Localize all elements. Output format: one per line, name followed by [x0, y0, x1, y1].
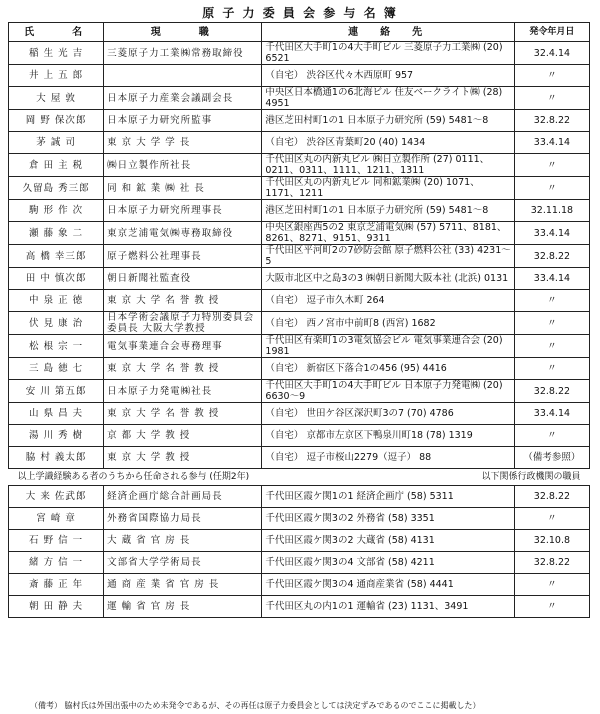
cell-name: 井 上 五 郎 [9, 65, 104, 87]
cell-name: 緒 方 信 一 [9, 552, 104, 574]
table-row [9, 200, 590, 222]
cell-contact: 千代田区丸の内新丸ビル ㈱日立製作所 (27) 0111、0211、0311、1111、1211、1311 [262, 154, 514, 177]
cell-position: 大 蔵 省 官 房 長 [104, 530, 262, 552]
section-note-row [9, 469, 590, 486]
cell-name: 中 泉 正 徳 [9, 290, 104, 312]
cell-name: 大 来 佐武郎 [9, 486, 104, 508]
cell-position: 運 輸 省 官 房 長 [104, 596, 262, 618]
cell-date: 〃 [514, 335, 589, 358]
cell-position: 東 京 大 学 名 誉 教 授 [104, 403, 262, 425]
cell-date: 〃 [514, 177, 589, 200]
cell-name: 三 島 徳 七 [9, 358, 104, 380]
cell-date: 33.4.14 [514, 403, 589, 425]
cell-date: 32.11.18 [514, 200, 589, 222]
cell-name: 稲 生 光 吉 [9, 42, 104, 65]
cell-contact: 千代田区丸の内1の1 運輸省 (23) 1131、3491 [262, 596, 514, 618]
cell-name: 脇 村 義太郎 [9, 447, 104, 469]
cell-date: 〃 [514, 574, 589, 596]
cell-position: 原子燃料公社理事長 [104, 245, 262, 268]
cell-position: 経済企画庁総合計画局長 [104, 486, 262, 508]
table-row [9, 425, 590, 447]
cell-date: 32.8.22 [514, 380, 589, 403]
footnote: （備考） 脇村氏は外国出張中のため未発令であるが、その再任は原子力委員会としては決定ずみであるのでここに掲載した） [30, 701, 481, 710]
header-name: 氏 名 [9, 23, 104, 42]
table-row [9, 358, 590, 380]
cell-position: 三菱原子力工業㈱常務取締役 [104, 42, 262, 65]
cell-name: 大 屋 敦 [9, 87, 104, 110]
cell-date: 32.8.22 [514, 245, 589, 268]
cell-contact: 千代田区霞ケ関3の4 文部省 (58) 4211 [262, 552, 514, 574]
cell-contact: 千代田区大手町1の4大手町ビル 日本原子力発電㈱ (20) 6630～9 [262, 380, 514, 403]
header-contact: 連 絡 先 [262, 23, 514, 42]
cell-date: 〃 [514, 290, 589, 312]
cell-position [104, 65, 262, 87]
cell-contact: 千代田区霞ケ関1の1 経済企画庁 (58) 5311 [262, 486, 514, 508]
cell-contact: （自宅） 西ノ宮市中前町8 (西宮) 1682 [262, 312, 514, 335]
cell-contact: （自宅） 京都市左京区下鴨泉川町18 (78) 1319 [262, 425, 514, 447]
cell-contact: 港区芝田村町1の1 日本原子力研究所 (59) 5481～8 [262, 110, 514, 132]
table-row [9, 222, 590, 245]
cell-contact: （自宅） 逗子市桜山2279（逗子） 88 [262, 447, 514, 469]
table-row [9, 552, 590, 574]
cell-date: 32.8.22 [514, 486, 589, 508]
cell-position: 東京芝浦電気㈱専務取締役 [104, 222, 262, 245]
table-row [9, 132, 590, 154]
cell-contact: 中央区日本橋通1の6北海ビル 住友ベークライト㈱ (28) 4951 [262, 87, 514, 110]
cell-date: 〃 [514, 312, 589, 335]
cell-position: 日本原子力産業会議副会長 [104, 87, 262, 110]
header-date: 発令年月日 [514, 23, 589, 42]
cell-position: 東 京 大 学 教 授 [104, 447, 262, 469]
cell-position: ㈱日立製作所社長 [104, 154, 262, 177]
cell-name: 伏 見 康 治 [9, 312, 104, 335]
table-row [9, 245, 590, 268]
cell-date: 〃 [514, 87, 589, 110]
cell-position: 外務省国際協力局長 [104, 508, 262, 530]
cell-contact: 千代田区丸の内新丸ビル 同和鉱業㈱ (20) 1071、1171、1211 [262, 177, 514, 200]
table-row [9, 65, 590, 87]
cell-name: 久留島 秀三郎 [9, 177, 104, 200]
table-row [9, 530, 590, 552]
cell-date: 32.8.22 [514, 110, 589, 132]
cell-name: 湯 川 秀 樹 [9, 425, 104, 447]
cell-contact: （自宅） 逗子市久木町 264 [262, 290, 514, 312]
cell-contact: 千代田区大手町1の4大手町ビル 三菱原子力工業㈱ (20) 6521 [262, 42, 514, 65]
cell-contact: （自宅） 世田ケ谷区深沢町3の7 (70) 4786 [262, 403, 514, 425]
cell-contact: 港区芝田村町1の1 日本原子力研究所 (59) 5481～8 [262, 200, 514, 222]
cell-date: 〃 [514, 65, 589, 87]
cell-position: 朝日新聞社監査役 [104, 268, 262, 290]
cell-date: 〃 [514, 425, 589, 447]
section-note-right: 以下関係行政機関の職員 [481, 471, 581, 482]
cell-name: 安 川 第五郎 [9, 380, 104, 403]
cell-position: 同 和 鉱 業 ㈱ 社 長 [104, 177, 262, 200]
cell-date: 〃 [514, 154, 589, 177]
cell-name: 茅 誠 司 [9, 132, 104, 154]
table-row [9, 87, 590, 110]
header-row [9, 23, 590, 42]
table-row [9, 42, 590, 65]
cell-date: 33.4.14 [514, 268, 589, 290]
cell-position: 東 京 大 学 学 長 [104, 132, 262, 154]
table-row [9, 335, 590, 358]
cell-contact: 中央区銀座西5の2 東京芝浦電気㈱ (57) 5711、8181、8261、8271、9151、9311 [262, 222, 514, 245]
cell-contact: （自宅） 渋谷区青葉町20 (40) 1434 [262, 132, 514, 154]
cell-position: 文部省大学学術局長 [104, 552, 262, 574]
cell-contact: 千代田区霞ケ関3の2 外務省 (58) 3351 [262, 508, 514, 530]
cell-date: 32.8.22 [514, 552, 589, 574]
table-row [9, 574, 590, 596]
cell-position: 日本原子力研究所監事 [104, 110, 262, 132]
page-title: 原 子 力 委 員 会 参 与 名 簿 [202, 6, 398, 20]
header-position: 現 職 [104, 23, 262, 42]
table-row [9, 486, 590, 508]
table-row [9, 154, 590, 177]
cell-position: 通 商 産 業 省 官 房 長 [104, 574, 262, 596]
cell-contact: 大阪市北区中之島3の3 ㈱朝日新聞大阪本社 (北浜) 0131 [262, 268, 514, 290]
cell-position: 京 都 大 学 教 授 [104, 425, 262, 447]
table-row [9, 177, 590, 200]
cell-date: 32.10.8 [514, 530, 589, 552]
cell-date: 32.4.14 [514, 42, 589, 65]
cell-date: 〃 [514, 358, 589, 380]
table-row [9, 403, 590, 425]
cell-contact: （自宅） 渋谷区代々木西原町 957 [262, 65, 514, 87]
cell-position: 電気事業連合会専務理事 [104, 335, 262, 358]
cell-position: 日本原子力発電㈱社長 [104, 380, 262, 403]
cell-name: 斎 藤 正 年 [9, 574, 104, 596]
cell-name: 朝 田 静 夫 [9, 596, 104, 618]
cell-position: 日本学術会議原子力特別委員会委員長 大阪大学教授 [104, 312, 262, 335]
cell-contact: 千代田区平河町2の7砂防会館 原子燃料公社 (33) 4231～5 [262, 245, 514, 268]
cell-position: 東 京 大 学 名 誉 教 授 [104, 358, 262, 380]
cell-contact: 千代田区霞ケ関3の2 大蔵省 (58) 4131 [262, 530, 514, 552]
cell-date: 〃 [514, 508, 589, 530]
cell-contact: 千代田区有楽町1の3電気協会ビル 電気事業連合会 (20) 1981 [262, 335, 514, 358]
cell-date: 33.4.14 [514, 132, 589, 154]
section-note-left: 以上学識経験ある者のうちから任命される参与 (任期2年) [17, 471, 250, 482]
cell-name: 倉 田 主 税 [9, 154, 104, 177]
cell-date: 〃 [514, 596, 589, 618]
cell-contact: （自宅） 新宿区下落合1の456 (95) 4416 [262, 358, 514, 380]
cell-position: 日本原子力研究所理事長 [104, 200, 262, 222]
table-row [9, 380, 590, 403]
table-row [9, 596, 590, 618]
cell-name: 宮 崎 章 [9, 508, 104, 530]
table-row [9, 268, 590, 290]
table-row [9, 312, 590, 335]
table-row [9, 290, 590, 312]
cell-name: 岡 野 保次郎 [9, 110, 104, 132]
cell-name: 山 県 昌 夫 [9, 403, 104, 425]
table-row [9, 110, 590, 132]
cell-position: 東 京 大 学 名 誉 教 授 [104, 290, 262, 312]
advisors-table [8, 22, 590, 618]
cell-name: 田 中 慎次郎 [9, 268, 104, 290]
table-row [9, 447, 590, 469]
cell-date: 33.4.14 [514, 222, 589, 245]
cell-name: 駒 形 作 次 [9, 200, 104, 222]
cell-name: 松 根 宗 一 [9, 335, 104, 358]
cell-name: 石 野 信 一 [9, 530, 104, 552]
cell-contact: 千代田区霞ケ関3の4 通商産業省 (58) 4441 [262, 574, 514, 596]
table-row [9, 508, 590, 530]
cell-date: （備考参照） [514, 447, 589, 469]
cell-name: 瀬 藤 象 二 [9, 222, 104, 245]
cell-name: 高 橋 幸三郎 [9, 245, 104, 268]
